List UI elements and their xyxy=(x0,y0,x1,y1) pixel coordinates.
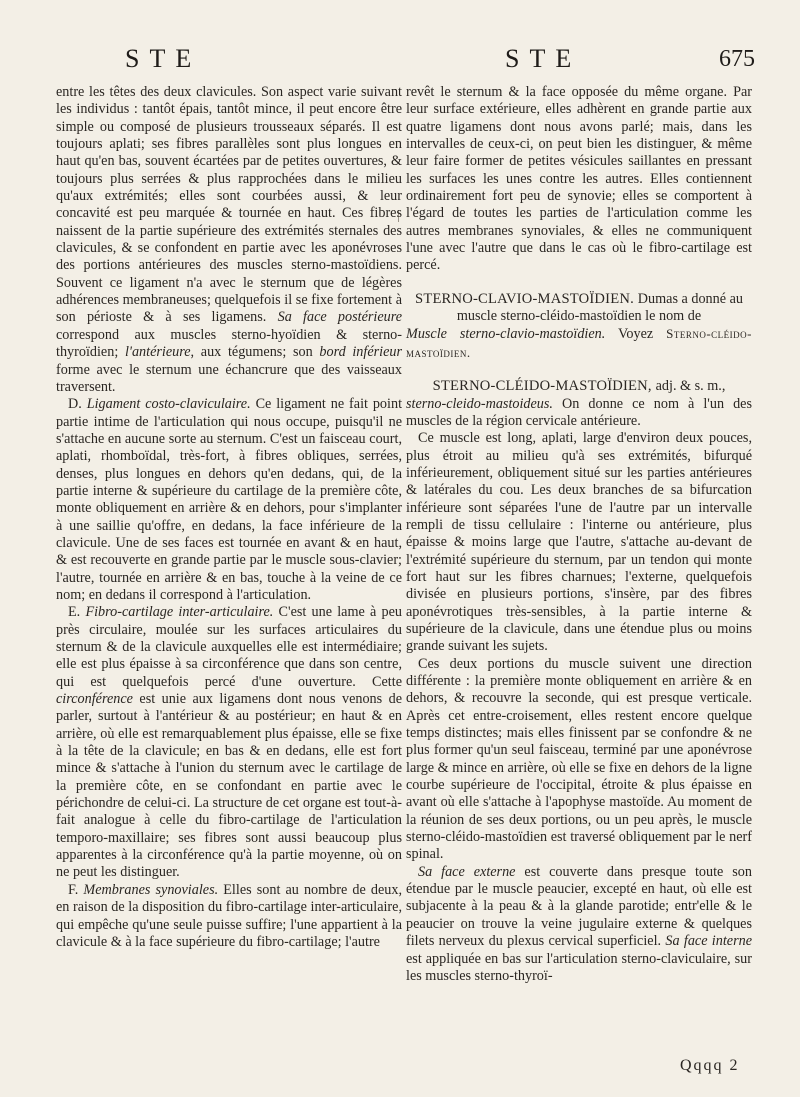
latin-name: sterno-cleido-mastoideus. xyxy=(406,395,553,412)
paragraph-text: Voyez xyxy=(617,326,654,343)
italic-term: Sa face interne xyxy=(665,933,752,950)
paragraph-text: est appliquée en bas sur l'articulation sterno-claviculaire, sur les muscles sterno-thyroï- xyxy=(406,950,752,984)
section-letter: E. xyxy=(68,604,81,621)
paragraph-text: est unie aux ligamens dont nous venons de parler, surtout à l'antérieur & au postérieur; en haut & en arrière, où elle est remarquablement plus épaisse, elle se fixe à la tête de la clavicule; en bas & en dedans, elle est fort mince & s'attache à l'union du sternum avec le cartilage de la première côte, en se confondant en partie avec le périchondre de celui-ci. La structure de cet organe est tout-à-fait analogue à celle du fibro-cartilage de l'articulation temporo-maxillaire; ses fibres sont aussi beaucoup plus apparentes à la circonférence qu'à la partie moyenne, où on ne peut les distinguer. xyxy=(56,691,402,881)
paragraph-text: , aux tégumens; son xyxy=(190,344,313,361)
paragraph xyxy=(56,882,402,951)
paragraph-text: C'est une lame à peu près circulaire, moulée sur les surfaces articulaires du sternum & de la clavicule auxquelles elle est intermédiaire; elle est plus épaisse à sa circonférence que dans son centre, qui est quelquefois percé d'une ouverture. Cette xyxy=(56,604,403,690)
paragraph-text: On donne ce nom à l'un des muscles de la région cervicale antérieure. xyxy=(406,395,752,429)
section-title: Fibro-cartilage inter-articulaire. xyxy=(85,604,274,621)
italic-term: circonférence xyxy=(56,691,133,708)
section-letter: D. xyxy=(68,396,82,413)
paragraph xyxy=(56,84,402,396)
running-head-right: STE xyxy=(505,44,582,73)
right-column xyxy=(406,84,752,985)
italic-term: Muscle sterno-clavio-mastoïdien. xyxy=(406,326,606,343)
paragraph xyxy=(406,325,752,362)
paragraph-text: Dumas a donné au muscle sterno-cléido-mastoïdien le nom de xyxy=(456,290,743,325)
paragraph-text: Ces deux portions du muscle suivent une direction différente : la première monte obliquement en arrière & en dehors, & recouvre la seconde, qui est presque verticale. Après cet entre-croisement, elles restent encore quelque temps distinctes; mais elles finissent par se confondre & ne plus former qu'un seul faisceau, terminé par une aponévrose large & mince en arrière, où elle se fixe en dehors de la ligne courbe supérieure de l'occipital, étroite & plus épaisse en avant où elle s'attache à l'apophyse mastoïde. Au moment de la réunion de ses deux portions, ou un peu après, le muscle sterno-cléido-mastoïdien est traversé obliquement par le nerf spinal. xyxy=(406,655,752,863)
signature-mark: Qqqq 2 xyxy=(680,1057,740,1074)
left-column xyxy=(56,84,402,951)
paragraph-text: Elles sont au nombre de deux, en raison de la disposition du fibro-cartilage inter-articulaire, qui empêche qu'une seule puisse suffire; l'une appartient à la clavicule & à la face supérieure du fibro-cartilage; l'autre xyxy=(56,881,403,950)
italic-term: bord inférieur xyxy=(319,344,403,361)
paragraph xyxy=(406,84,752,275)
paragraph-text: est couverte dans presque toute son étendue par le muscle peaucier, excepté en haut, où elle est subjacente à la peau & à la glande parotide; entr'elle & le peaucier on trouve la veine jugulaire externe & quelques filets nerveux du plexus cervical superficiel. xyxy=(406,863,752,950)
entry-title: STERNO-CLAVIO-MASTOÏDIEN. xyxy=(415,290,634,307)
section-title: Ligament costo-claviculaire. xyxy=(86,396,251,413)
paragraph xyxy=(56,396,402,604)
paragraph-text: correspond aux muscles sterno-hyoïdien & sterno-thyroïdien; xyxy=(56,326,402,361)
entry-heading xyxy=(406,291,752,326)
italic-term: Sa face postérieure xyxy=(277,309,403,326)
entry-grammar: adj. & s. m., xyxy=(655,378,726,395)
entry-heading xyxy=(406,378,752,395)
entry-title: STERNO-CLÉIDO-MASTOÏDIEN, xyxy=(432,378,652,395)
paragraph-text: entre les têtes des deux clavicules. Son aspect varie suivant les individus : tantôt épais, tantôt mince, il peut encore être simple ou composé de plusieurs trousseaux séparés. Il est toujours aplati; ses fibres parallèles sont plus longues en haut qu'en bas, souvent écartées par de petites ouvertures, & toujours plus serrées & plus rapprochées dans le milieu qu'aux extrémités; elles sont courbées aussi, & leur concavité est peu marquée & tournée en haut. Ces fibres naissent de la partie supérieure des extrémités sternales des clavicules, & se confondent en partie avec les aponévroses des portions antérieures des muscles sterno-mastoïdiens. Souvent ce ligament n'a avec le sternum que de légères adhérences membraneuses; quelquefois il se fixe fortement à son périoste & à ses ligamens. xyxy=(56,84,402,326)
paragraph-text: forme avec le sternum une échancrure que des vaisseaux traversent. xyxy=(56,361,402,395)
italic-term: l'antérieure xyxy=(124,344,191,361)
paragraph-text: revêt le sternum & la face opposée du même organe. Par leur surface extérieure, elles adhèrent en grande partie aux quatre ligamens dont nous avons parlé; mais, dans les intervalles de ceux-ci, on peut bien les distinguer, & même leur faire former de petites vésicules saillantes en pressant les surfaces les unes contre les autres. Elles contiennent ordinairement fort peu de synovie; elles se comportent à l'égard de toutes les parties de l'articulation comme les autres membranes synoviales, & elles ne communiquent l'une avec l'autre que dans le cas où le fibro-cartilage est percé. xyxy=(406,84,752,274)
section-letter: F. xyxy=(68,881,79,898)
paragraph-text: Ce ligament ne fait point partie intime de l'articulation qui nous occupe, puisqu'il ne s'attache en aucune sorte au sternum. C'est un faisceau court, aplati, rhomboïdal, très-fort, à fibres obliques, serrées, denses, plus longues en dehors qu'en dedans, qui, de la partie interne & supérieure du cartilage de la première côte, monte obliquement en arrière & en dehors, pour s'implanter à une saillie qu'offre, en dedans, la face inférieure de la clavicule. Une de ses faces est tournée en avant & en haut, & est recouverte en grande partie par le muscle sous-clavier; l'autre, tournée en arrière & en bas, touche à la veine de ce nom; en dedans il correspond à l'articulation. xyxy=(56,396,403,603)
italic-term: Sa face externe xyxy=(418,863,516,880)
page-number: 675 xyxy=(719,46,755,72)
section-title: Membranes synoviales. xyxy=(83,881,219,898)
paragraph-text: Ce muscle est long, aplati, large d'environ deux pouces, plus étroit au milieu qu'à ses extrémités, bifurqué inférieurement, obliquement situé sur les parties antérieures & latérales du cou. Les deux branches de sa bifurcation inférieure sont séparées l'une de l'autre par un intervalle rempli de tissu cellulaire : l'interne ou antérieure, plus épaisse & moins large que l'autre, s'attache au-devant de l'extrémité supérieure du sternum, par un tendon qui monte fort haut sur les fibres charnues; l'externe, quelquefois divisée en plusieurs portions, s'insère, par des fibres aponévrotiques très-sensibles, à la partie interne & supérieure de la clavicule, dans une étendue plus ou moins grande suivant les sujets. xyxy=(406,430,752,655)
paragraph xyxy=(406,864,752,985)
paragraph xyxy=(406,430,752,655)
running-header xyxy=(55,44,755,78)
paragraph xyxy=(406,656,752,864)
cross-reference: Sterno-cléido-mastoïdien. xyxy=(406,326,752,360)
running-head-left: STE xyxy=(125,44,202,73)
paragraph xyxy=(406,396,752,431)
paragraph xyxy=(56,604,402,882)
